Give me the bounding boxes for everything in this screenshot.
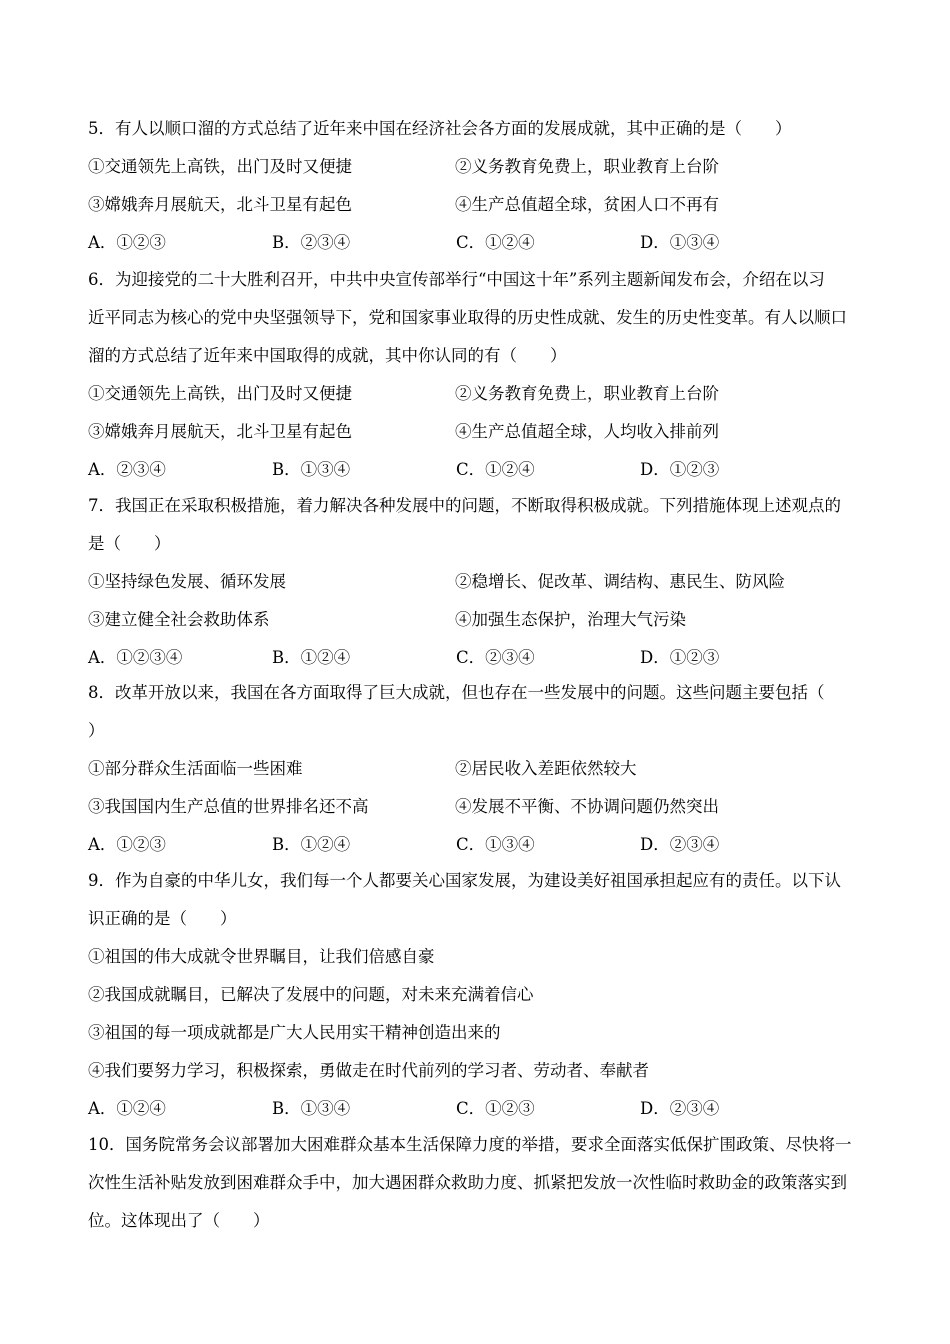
option-row bbox=[88, 186, 863, 224]
option-row bbox=[88, 750, 863, 788]
choice-c: C．①③④ bbox=[456, 835, 535, 854]
option: ③祖国的每一项成就都是广大人民用实干精神创造出来的 bbox=[88, 1023, 501, 1042]
option: ②我国成就瞩目，已解决了发展中的问题，对未来充满着信心 bbox=[88, 985, 534, 1004]
question-10 bbox=[88, 1126, 863, 1240]
question-stem: 7．我国正在采取积极措施，着力解决各种发展中的问题，不断取得积极成就。下列措施体现上述观点的 bbox=[88, 496, 841, 515]
answer-choices bbox=[88, 451, 863, 489]
question-stem: ） bbox=[88, 721, 105, 740]
question-stem: 次性生活补贴发放到困难群众手中，加大遇困群众救助力度、抓紧把发放一次性临时救助金的政策落实到 bbox=[88, 1173, 847, 1192]
option: ④发展不平衡、不协调问题仍然突出 bbox=[455, 797, 719, 816]
option: ④我们要努力学习，积极探索，勇做走在时代前列的学习者、劳动者、奉献者 bbox=[88, 1061, 649, 1080]
option-row bbox=[88, 148, 863, 186]
choice-b: B．①③④ bbox=[272, 460, 351, 479]
choice-d: D．①②③ bbox=[640, 460, 720, 479]
choice-d: D．②③④ bbox=[640, 1099, 720, 1118]
choice-b: B．②③④ bbox=[272, 233, 351, 252]
question-stem: 近平同志为核心的党中央坚强领导下，党和国家事业取得的历史性成就、发生的历史性变革。有人以顺口 bbox=[88, 308, 847, 327]
option-row bbox=[88, 788, 863, 826]
question-stem: 是（ ） bbox=[88, 534, 171, 553]
choice-d: D．①③④ bbox=[640, 233, 720, 252]
option: ④生产总值超全球，贫困人口不再有 bbox=[455, 195, 719, 214]
option: ③嫦娥奔月展航天，北斗卫星有起色 bbox=[88, 422, 352, 441]
question-6 bbox=[88, 261, 863, 489]
answer-choices bbox=[88, 826, 863, 864]
answer-choices bbox=[88, 224, 863, 262]
question-stem: 位。这体现出了（ ） bbox=[88, 1211, 270, 1230]
option: ①祖国的伟大成就令世界瞩目，让我们倍感自豪 bbox=[88, 947, 435, 966]
choice-a: A．①②③ bbox=[88, 233, 166, 252]
answer-choices bbox=[88, 639, 863, 677]
choice-a: A．①②③ bbox=[88, 835, 166, 854]
option: ①交通领先上高铁，出门及时又便捷 bbox=[88, 157, 352, 176]
question-5 bbox=[88, 110, 863, 262]
question-stem: 8．改革开放以来，我国在各方面取得了巨大成就，但也存在一些发展中的问题。这些问题主要包括（ bbox=[88, 683, 825, 702]
choice-b: B．①③④ bbox=[272, 1099, 351, 1118]
question-stem: 6．为迎接党的二十大胜利召开，中共中央宣传部举行“中国这十年”系列主题新闻发布会，介绍在以习 bbox=[88, 270, 825, 289]
option: ③我国国内生产总值的世界排名还不高 bbox=[88, 797, 369, 816]
choice-a: A．①②③④ bbox=[88, 648, 183, 667]
option-row bbox=[88, 413, 863, 451]
question-8 bbox=[88, 674, 863, 864]
choice-b: B．①②④ bbox=[272, 648, 351, 667]
question-stem: 识正确的是（ ） bbox=[88, 909, 237, 928]
choice-a: A．①②④ bbox=[88, 1099, 166, 1118]
option: ④生产总值超全球，人均收入排前列 bbox=[455, 422, 719, 441]
question-stem: 10．国务院常务会议部署加大困难群众基本生活保障力度的举措，要求全面落实低保扩围政策、尽快将一 bbox=[88, 1135, 852, 1154]
option-row bbox=[88, 601, 863, 639]
choice-c: C．①②④ bbox=[456, 233, 535, 252]
choice-c: C．②③④ bbox=[456, 648, 535, 667]
option: ④加强生态保护，治理大气污染 bbox=[455, 610, 686, 629]
option: ③建立健全社会救助体系 bbox=[88, 610, 270, 629]
question-7 bbox=[88, 487, 863, 677]
choice-c: C．①②③ bbox=[456, 1099, 535, 1118]
option: ②稳增长、促改革、调结构、惠民生、防风险 bbox=[455, 572, 785, 591]
answer-choices bbox=[88, 1090, 863, 1128]
question-stem: 9．作为自豪的中华儿女，我们每一个人都要关心国家发展，为建设美好祖国承担起应有的责任。以下认 bbox=[88, 871, 841, 890]
option: ②居民收入差距依然较大 bbox=[455, 759, 637, 778]
question-stem: 溜的方式总结了近年来中国取得的成就，其中你认同的有（ ） bbox=[88, 346, 567, 365]
choice-d: D．①②③ bbox=[640, 648, 720, 667]
choice-c: C．①②④ bbox=[456, 460, 535, 479]
option: ③嫦娥奔月展航天，北斗卫星有起色 bbox=[88, 195, 352, 214]
question-9 bbox=[88, 862, 863, 1128]
choice-b: B．①②④ bbox=[272, 835, 351, 854]
choice-a: A．②③④ bbox=[88, 460, 166, 479]
option: ①部分群众生活面临一些困难 bbox=[88, 759, 303, 778]
option-row bbox=[88, 375, 863, 413]
option: ②义务教育免费上，职业教育上台阶 bbox=[455, 157, 719, 176]
question-stem: 5．有人以顺口溜的方式总结了近年来中国在经济社会各方面的发展成就，其中正确的是（ ） bbox=[88, 119, 792, 138]
option: ②义务教育免费上，职业教育上台阶 bbox=[455, 384, 719, 403]
option-row bbox=[88, 563, 863, 601]
option: ①坚持绿色发展、循环发展 bbox=[88, 572, 286, 591]
choice-d: D．②③④ bbox=[640, 835, 720, 854]
option: ①交通领先上高铁，出门及时又便捷 bbox=[88, 384, 352, 403]
